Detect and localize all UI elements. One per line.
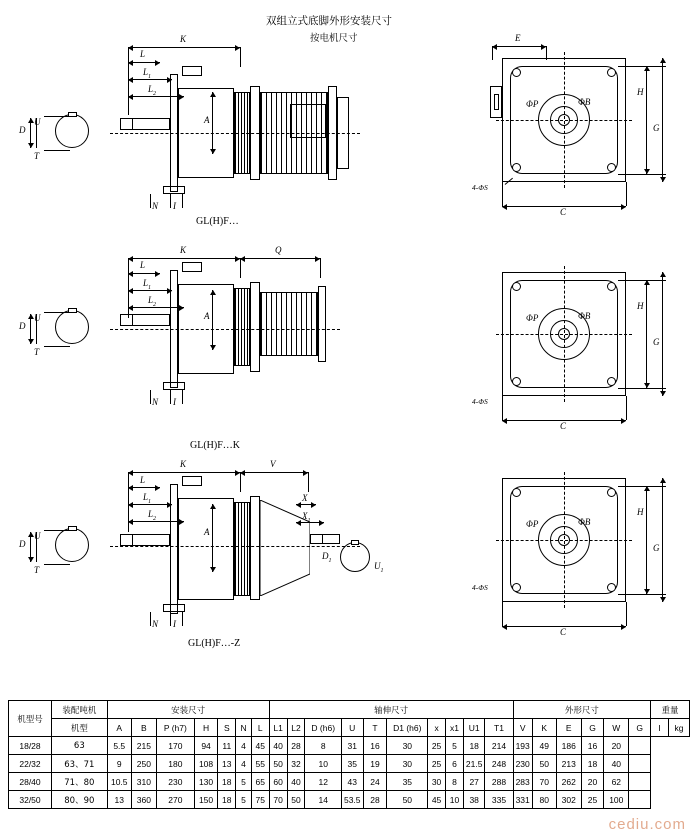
cell-x1: 5 [446,737,464,755]
table-row [9,737,690,755]
cell-L1: 40 [269,737,287,755]
caption-view-1: GL(H)F… [196,216,239,227]
label-phiB-3: ΦB [578,517,591,527]
cell-L1: 60 [269,773,287,791]
cell-U1: 18 [463,737,485,755]
label-N2: N [152,397,159,407]
cell-L1: 70 [269,791,287,809]
label-I3: I [173,619,176,629]
label-A2: A [204,311,210,321]
cell-N: 4 [236,737,252,755]
table-row [9,791,690,809]
cell-U: 35 [341,755,363,773]
label-H2: H [637,301,644,311]
cell-U1: 21.5 [463,755,485,773]
th-D: D (h6) [305,719,341,737]
cell-A: 5.5 [107,737,131,755]
cell-x: 30 [428,773,446,791]
cell-B: 310 [131,773,156,791]
cell-A: 9 [107,755,131,773]
th-T1: T1 [485,719,513,737]
cell-A: 10.5 [107,773,131,791]
label-H1: H [637,87,644,97]
page-title: 双组立式底脚外形安装尺寸 [266,15,392,27]
cell-W: 25 [581,791,603,809]
th-L1: L1 [269,719,287,737]
th-N: N [236,719,252,737]
label-D3: D [19,539,26,549]
cell-T: 19 [363,755,387,773]
cell-T: 24 [363,773,387,791]
cell-T1 [629,773,651,791]
label-phiS-3: 4-ΦS [472,583,488,592]
th-model: 机型号 [9,701,52,737]
label-phiP-3: ΦP [526,519,539,529]
cell-V: 214 [485,737,513,755]
cell-x: 45 [428,791,446,809]
cell-U: 53.5 [341,791,363,809]
label-L1-3: $L_1$ [143,492,152,505]
label-phiP-2: ΦP [526,313,539,323]
cell-G: 302 [556,791,581,809]
label-phiP-1: ΦP [526,99,539,109]
cell-S: 18 [218,773,236,791]
caption-view-2: GL(H)F…K [190,440,240,451]
label-U3: U [34,531,41,541]
cell-U1: 27 [463,773,485,791]
label-C3: C [560,627,567,637]
th-L2: L2 [287,719,305,737]
cell-B: 250 [131,755,156,773]
cell-P: 230 [156,773,194,791]
cell-K: 331 [513,791,532,809]
label-K3: K [180,459,187,469]
th-group-outline: 外形尺寸 [513,701,651,719]
cell-E: 70 [532,773,556,791]
th-U1: U1 [463,719,485,737]
th-A: A [107,719,131,737]
label-T2: T [34,347,40,357]
cell-D1: 50 [387,791,428,809]
cell-G2: 20 [604,737,629,755]
cell-model: 18/28 [9,737,52,755]
label-T1: T [34,151,40,161]
cell-x1: 8 [446,773,464,791]
label-G1: G [653,123,660,133]
th-D1: D1 (h6) [387,719,428,737]
cell-A: 13 [107,791,131,809]
cell-S: 13 [218,755,236,773]
label-K2: K [180,245,187,255]
label-C1: C [560,207,567,217]
label-N1: N [152,201,159,211]
cell-H: 94 [194,737,218,755]
cell-G2: 62 [604,773,629,791]
cell-L2: 40 [287,773,305,791]
label-U1: U [34,117,41,127]
label-N3: N [152,619,159,629]
label-A1: A [204,115,210,125]
label-G2: G [653,337,660,347]
table-header-row-2 [9,719,690,737]
cell-V: 288 [485,773,513,791]
cell-S: 18 [218,791,236,809]
cell-B: 360 [131,791,156,809]
cell-L: 65 [251,773,269,791]
cell-S: 11 [218,737,236,755]
label-X1-3: $X_1$ [302,511,311,524]
cell-L2: 32 [287,755,305,773]
cell-W: 16 [581,737,603,755]
cell-D: 10 [305,755,341,773]
cell-G: 262 [556,773,581,791]
th-group-shaft: 轴伸尺寸 [269,701,513,719]
cell-K: 283 [513,773,532,791]
label-X3: X [302,493,308,503]
cell-N: 5 [236,773,252,791]
label-U1-3: $U_1$ [374,561,384,574]
cell-G: 213 [556,755,581,773]
label-I2: I [173,397,176,407]
th-P: P (h7) [156,719,194,737]
cell-x: 25 [428,755,446,773]
label-H3: H [637,507,644,517]
cell-motor: 63、71 [52,755,108,773]
label-C2: C [560,421,567,431]
cell-model: 32/50 [9,791,52,809]
th-U: U [341,719,363,737]
cell-T: 16 [363,737,387,755]
cell-L2: 50 [287,791,305,809]
th-x: x [428,719,446,737]
th-V: V [513,719,532,737]
label-phiB-1: ΦB [578,97,591,107]
label-U2: U [34,313,41,323]
cell-B: 215 [131,737,156,755]
caption-view-3: GL(H)F…-Z [188,638,241,649]
label-phiS-1: 4-ΦS [472,183,488,192]
cell-D: 12 [305,773,341,791]
cell-H: 150 [194,791,218,809]
cell-P: 170 [156,737,194,755]
cell-N: 4 [236,755,252,773]
table-body [9,737,690,809]
label-I1: I [173,201,176,211]
th-H: H [194,719,218,737]
label-D1-3: $D_1$ [322,551,332,564]
table-row [9,755,690,773]
label-L1-1: $L_1$ [143,67,152,80]
th-group-weight: 重量 [651,701,690,719]
th-motor-top: 装配吨机 [52,701,108,719]
page-subtitle: 按电机尺寸 [310,33,358,44]
cell-motor: 80、90 [52,791,108,809]
cell-D: 14 [305,791,341,809]
th-motor-bot: 机型 [52,719,108,737]
cell-E: 80 [532,791,556,809]
cell-U: 31 [341,737,363,755]
cell-L: 45 [251,737,269,755]
cell-motor: 63 [52,737,108,755]
label-phiS-2: 4-ΦS [472,397,488,406]
label-L2-1: $L_2$ [148,84,157,97]
th-K: K [532,719,556,737]
label-L2a: L [140,260,146,270]
th-x1: x1 [446,719,464,737]
cell-model: 22/32 [9,755,52,773]
cell-T1 [629,755,651,773]
cell-x: 25 [428,737,446,755]
cell-D1: 30 [387,737,428,755]
cell-P: 180 [156,755,194,773]
cell-T1 [629,737,651,755]
cell-L: 55 [251,755,269,773]
cell-L: 75 [251,791,269,809]
label-Q2: Q [275,245,282,255]
th-E: E [556,719,581,737]
label-D1: D [19,125,26,135]
cell-T1 [629,791,651,809]
label-D2: D [19,321,26,331]
spec-table [8,700,690,809]
cell-L1: 50 [269,755,287,773]
cell-E: 50 [532,755,556,773]
label-T3: T [34,565,40,575]
cell-G2: 100 [604,791,629,809]
cell-W: 20 [581,773,603,791]
th-G: G [581,719,603,737]
label-L1-2: $L_1$ [143,278,152,291]
cell-P: 270 [156,791,194,809]
cell-V: 335 [485,791,513,809]
th-I: I [651,719,669,737]
cell-D1: 35 [387,773,428,791]
th-group-install: 安装尺寸 [107,701,269,719]
cell-x1: 10 [446,791,464,809]
cell-D: 8 [305,737,341,755]
label-K1: K [180,34,187,44]
label-L3: L [140,475,146,485]
th-L: L [251,719,269,737]
cell-D1: 30 [387,755,428,773]
cell-U1: 38 [463,791,485,809]
th-W: W [604,719,629,737]
cell-K: 230 [513,755,532,773]
watermark: cediu.com [608,816,686,833]
th-T: T [363,719,387,737]
cell-motor: 71、80 [52,773,108,791]
label-G3: G [653,543,660,553]
cell-T: 28 [363,791,387,809]
th-kg: kg [668,719,689,737]
cell-G: 186 [556,737,581,755]
th-G2: G [629,719,651,737]
cell-N: 5 [236,791,252,809]
label-A3: A [204,527,210,537]
label-L1: L [140,49,146,59]
cell-G2: 40 [604,755,629,773]
cell-W: 18 [581,755,603,773]
cell-x1: 6 [446,755,464,773]
th-B: B [131,719,156,737]
cell-V: 248 [485,755,513,773]
cell-H: 108 [194,755,218,773]
label-L2-3: $L_2$ [148,509,157,522]
cell-model: 28/40 [9,773,52,791]
cell-U: 43 [341,773,363,791]
cell-L2: 28 [287,737,305,755]
table-header-row-1 [9,701,690,719]
table-row [9,773,690,791]
label-V3: V [270,459,276,469]
label-phiB-2: ΦB [578,311,591,321]
label-E1: E [515,33,521,43]
th-S: S [218,719,236,737]
cell-K: 193 [513,737,532,755]
cell-H: 130 [194,773,218,791]
label-L2-2: $L_2$ [148,295,157,308]
cell-E: 49 [532,737,556,755]
